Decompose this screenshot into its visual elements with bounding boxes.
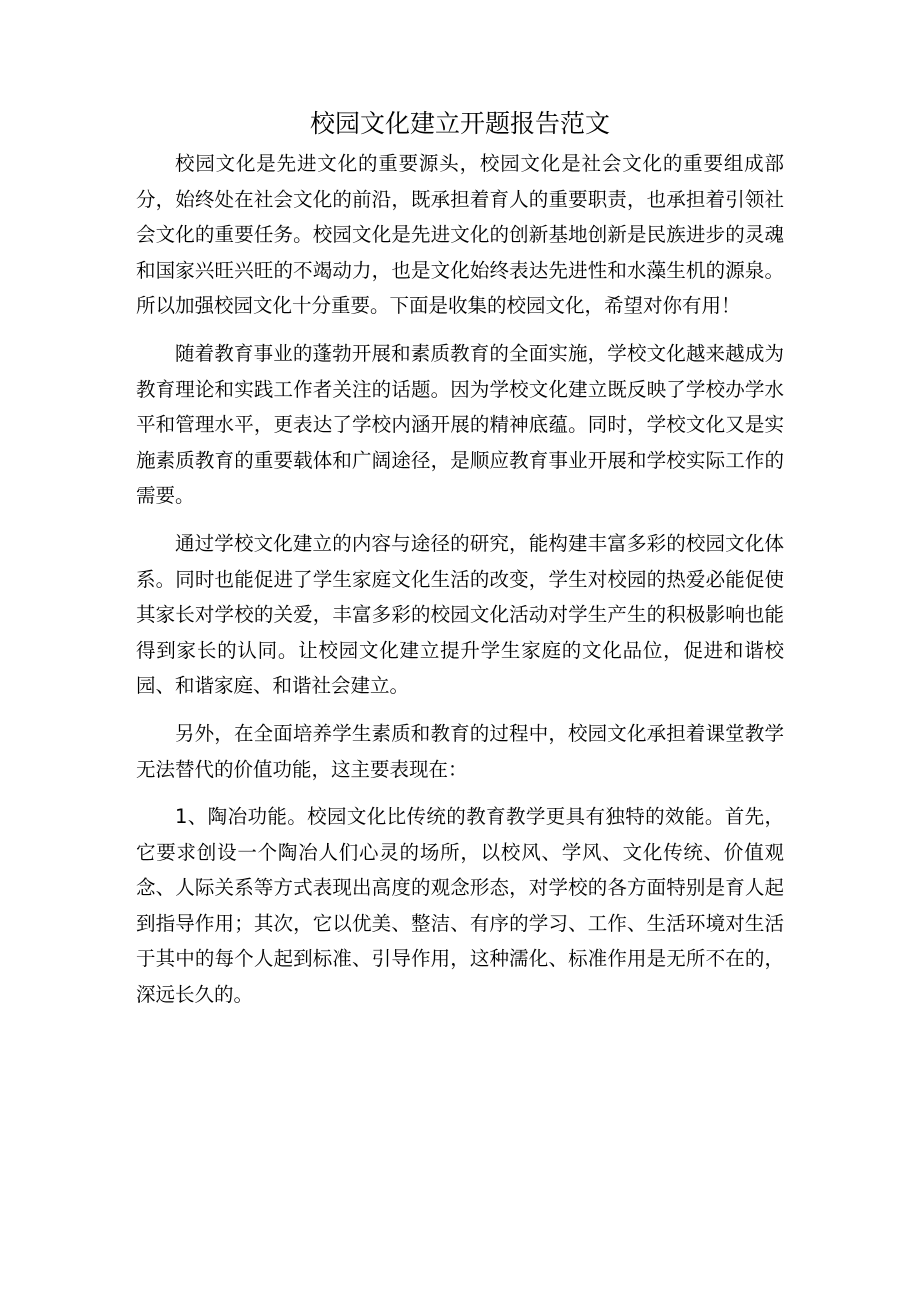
paragraph: 1、陶冶功能。校园文化比传统的教育教学更具有独特的效能。首先，它要求创设一个陶冶人们心灵的场所，以校风、学风、文化传统、价值观念、人际关系等方式表现出高度的观念形态，对学校的各方面特别是育人起到指导作用；其次，它以优美、整洁、有序的学习、工作、生活环境对生活于其中的每个人起到标准、引导作用，这种濡化、标准作用是无所不在的，深远长久的。 (136, 805, 784, 1007)
paragraph: 校园文化是先进文化的重要源头，校园文化是社会文化的重要组成部分，始终处在社会文化的前沿，既承担着育人的重要职责，也承担着引领社会文化的重要任务。校园文化是先进文化的创新基地创新是民族进步的灵魂和国家兴旺兴旺的不竭动力，也是文化始终表达先进性和水藻生机的源泉。所以加强校园文化十分重要。下面是收集的校园文化，希望对你有用！ (136, 152, 784, 318)
paragraph: 随着教育事业的蓬勃开展和素质教育的全面实施，学校文化越来越成为教育理论和实践工作者关注的话题。因为学校文化建立既反映了学校办学水平和管理水平，更表达了学校内涵开展的精神底蕴。同时，学校文化又是实施素质教育的重要载体和广阔途径，是顺应教育事业开展和学校实际工作的需要。 (136, 341, 784, 508)
document-body (136, 146, 784, 1025)
paragraph: 通过学校文化建立的内容与途径的研究，能构建丰富多彩的校园文化体系。同时也能促进了学生家庭文化生活的改变，学生对校园的热爱必能促使其家长对学校的关爱，丰富多彩的校园文化活动对学生产生的积极影响也能得到家长的认同。让校园文化建立提升学生家庭的文化品位，促进和谐校园、和谐家庭、和谐社会建立。 (136, 531, 784, 698)
page-title: 校园文化建立开题报告范文 (309, 109, 610, 138)
paragraph: 另外，在全面培养学生素质和教育的过程中，校园文化承担着课堂教学无法替代的价值功能，这主要表现在： (136, 721, 784, 781)
